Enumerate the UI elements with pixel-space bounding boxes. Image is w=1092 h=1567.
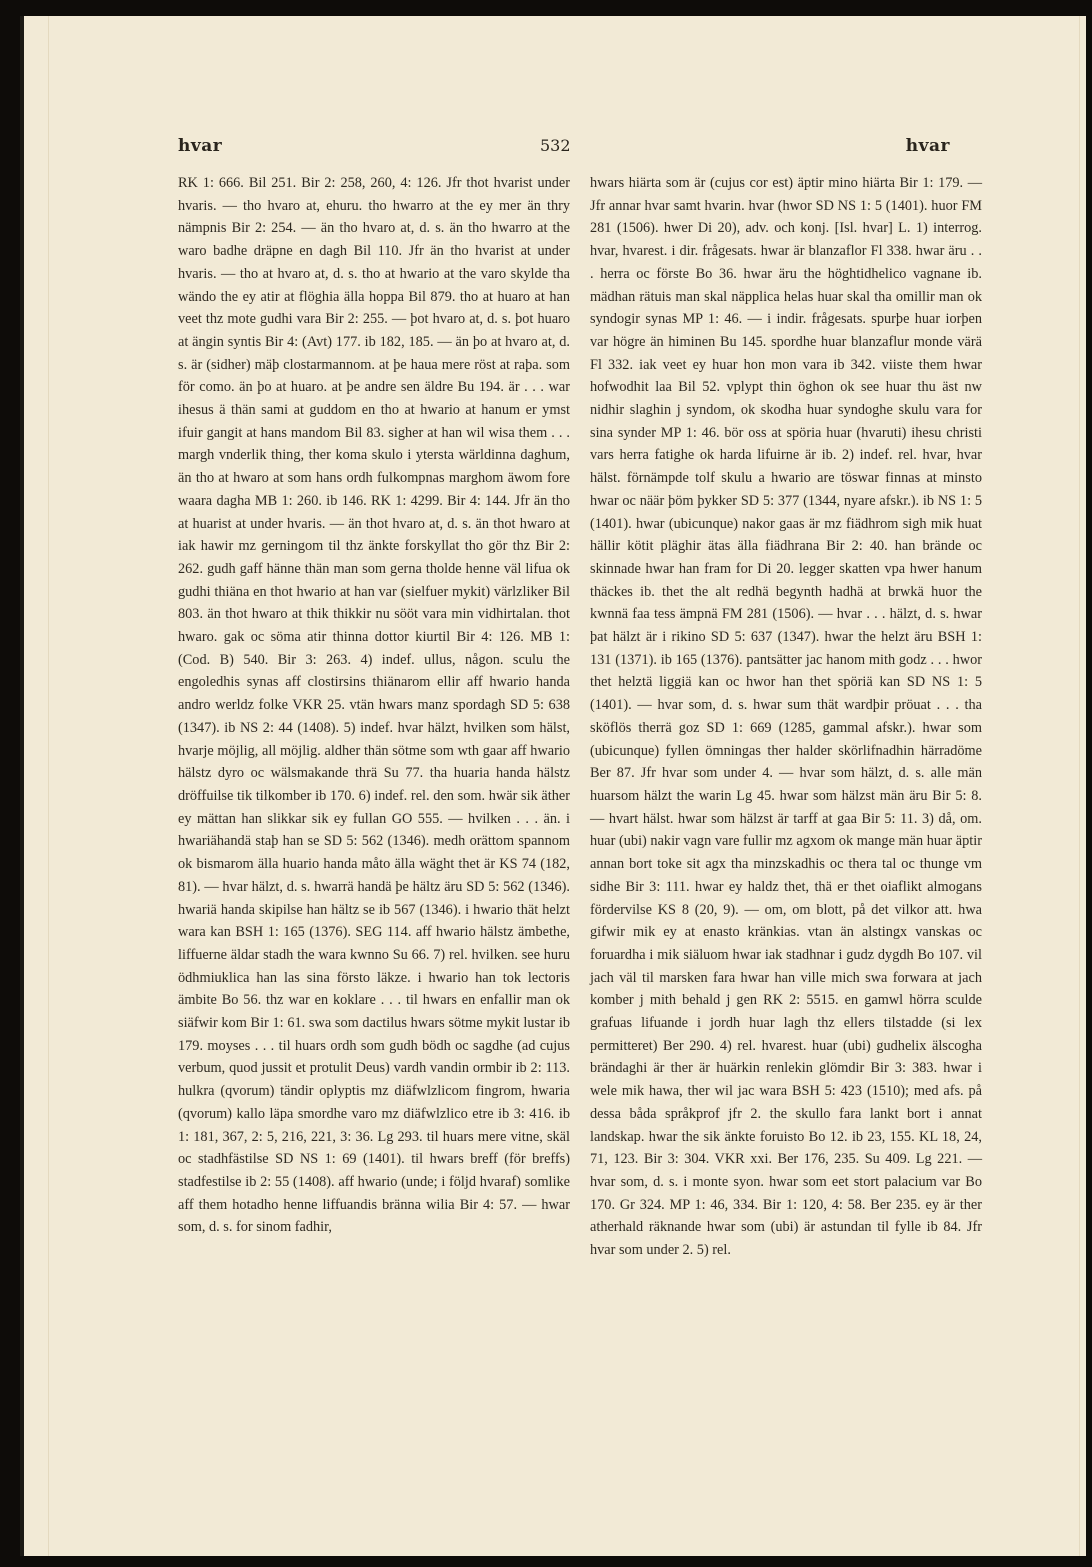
right-headword: hvar	[905, 136, 950, 156]
right-column	[590, 172, 982, 1262]
page-number: 532	[540, 136, 571, 155]
left-column-text: RK 1: 666. Bil 251. Bir 2: 258, 260, 4: 126. Jfr thot hvarist under hvaris. — tho hvaro at, ehuru. tho hwarro at the ey mer än thry nämpnis Bir 2: 254. — än tho hvaro at, d. s. än tho hwarro at the waro badhe dräpne en dagh Bil 110. Jfr än tho hvarist at under hvaris. — tho at hvaro at, d. s. tho at hwario at the varo skylde tha wändo the ey atir at flöghia älla hoppa Bil 879. tho at huaro at han veet thz mote gudhi vara Bir 2: 255. — þot hvaro at, d. s. þot huaro at ängin syntis Bir 4: (Avt) 177. ib 182, 185. — än þo at hvaro at, d. s. är (sidher) mäþ clostarmannom. at þe haua mere röst at raþa. som för como. än þo at huaro. at þe andre sen äldre Bu 194. är . . . war ihesus ä thän sami at guddom en tho at hwario at hanum er ymst ifuir gangit at hans mandom Bil 83. sigher at han wil wisa them . . . margh vnderlik thing, ther koma skulo i ytersta wärldinna daghum, än tho at hwaro at som hans ordh fulkompnas marghom äwom fore waara dagha MB 1: 260. ib 146. RK 1: 4299. Bir 4: 144. Jfr än tho at huarist at under hvaris. — än thot hvaro at, d. s. än thot hwaro at iak hawir mz gerningom til thz änkte forskyllat tho gör thz Bir 2: 262. gudh gaff hänne thän man som gerna tholde henne väl lifua ok gudhi thiäna en thot hwario at han var (sielfuer mykit) värlzliker Bil 803. än thot hwaro at thik thikkir nu sööt vara min vidhirtalan. thot hwaro. gak oc söma atir thinna dottor kiurtil Bir 4: 126. MB 1: (Cod. B) 540. Bir 3: 263. 4) indef. ullus, någon. sculu the engoledhis synas aff clostirsins thiänarom ellir aff hwario handa andro werldz folke VKR 25. vtän hwars manz spordagh SD 5: 638 (1347). ib NS 2: 44 (1408). 5) indef. hvar hälzt, hvilken som hälst, hvarje möjlig, all möjlig. aldher thän sötme som wth gaar aff hwario hälstz dyro oc wälsmakande thrä Su 77. tha huaria handa hälstz dröffuilse tik tilkomber ib 170. 6) indef. rel. den som. hwär sik äther ey mättan han slikkar sik ey fullan GO 555. — hvilken . . . än. i hwariähandä staþ han se SD 5: 562 (1346). medh orättom spannom ok bismarom älla huario handa måto älla wäght thet är KS 74 (182, 81). — hvar hälzt, d. s. hwarrä handä þe hältz äru SD 5: 562 (1346). hwariä handa skipilse han hältz se ib 567 (1346). i hwario thät helzt wara kan BSH 1: 165 (1376). SEG 114. aff hwario hälstz ämbethe, liffuerne äldar stadh the wara kwnno Su 66. 7) rel. hvilken. see huru ödhmiuklica han las sina försto läkze. i hwario han tok lectoris ämbite Bo 56. thz war en koklare . . . til hwars en enfallir man ok siäfwir kom Bir 1: 61. swa som dactilus hwars sötme mykit lustar ib 179. moyses . . . til huars ordh som gudh bödh oc sagdhe (ad cujus verbum, quod jussit et protulit Deus) vardh vandin ormbir ib 2: 113. hulkra (qvorum) tändir oplyptis mz diäfwlzlicom fingrom, hwaria (qvorum) kallo läpa smordhe varo mz diäfwlzlico etre ib 3: 416. ib 1: 181, 367, 2: 5, 216, 221, 3: 36. Lg 293. til huars mere vitne, skäl oc stadhfästilse SD NS 1: 69 (1401). til hwars breff (för breffs) stadfestilse ib 2: 55 (1408). aff hwario (unde; i följd hvaraf) somlike aff them hotadho henne liffuandis bränna wilia Bir 4: 57. — hwar som, d. s. for sinom fadhir,	[178, 175, 570, 1236]
left-headword: hvar	[178, 136, 223, 156]
scan-border	[0, 0, 20, 1567]
right-column-text: hwars hiärta som är (cujus cor est) äptir mino hiärta Bir 1: 179. — Jfr annar hvar samt hvarin. hvar (hwor SD NS 1: 5 (1401). huor FM 281 (1506). hwer Di 20), adv. och konj. [Isl. hvar] L. 1) interrog. hvar, hvarest. i dir. frågesats. hwar är blanzaflor Fl 338. hwar äru . . . herra oc förste Bo 36. hwar äru the höghtidhelico vagnane ib. mädhan rätuis man skal näpplica helas huar skal tha omillir man ok syndogir synas MP 1: 46. — i indir. frågesats. spurþe huar iorþen var högre än himinen Bu 145. spordhe huar blanzaflur monde värä Fl 332. iak veet ey huar hon mon vara ib 342. viiste them hwar hofwodhit laa Bil 52. vplypt thin öghon ok see huar thu äst nw nidhir slaghin j syndom, ok skodha huar syndoghe skulu vara for sina synder MP 1: 46. bör oss at spöria huar (hvaruti) ihesu christi vars herra fatighe ok harda lifuirne är ib. 2) indef. rel. hvar, hvar hälst. förnämpde tolf skulu a hwario are töswar finnas at minsto hwar oc näär þöm þykker SD 5: 377 (1344, nyare afskr.). ib NS 1: 5 (1401). hwar (ubicunque) nakor gaas är mz fiädhrom sigh mik huat hällir kötit pläghir ätas älla fiädhrana Bir 2: 40. han brände oc skinnade hwar han fram for Di 20. legger skatten vpa hwer hanum thäckes ib. thet the alt redhä begynth hadhä at brwkä huor the kwnnä faa tess ämpnä FM 281 (1506). — hvar . . . hälzt, d. s. hwar þat hälzt är i rikino SD 5: 637 (1347). hwar the helzt äru BSH 1: 131 (1371). ib 165 (1376). pantsätter jac hanom mith godz . . . hwor thet helztä liggiä kan oc hwor han thet spöriä kan SD NS 1: 5 (1401). — hvar som, d. s. hwar sum thät wardþir pröuat . . . tha sköflös therrä goz SD 1: 669 (1285, gammal afskr.). hwar som (ubicunque) fyllen ömningas ther halder skörlifnadhin härradöme Ber 87. Jfr hvar som under 4. — hvar som hälzt, d. s. alle män huarsom hälzt the warin Lg 45. hwar som hälzst män äru Bir 5: 8. — hvart hälst. hwar som hälzst är tarff at gaa Bir 5: 11. 3) då, om. huar (ubi) nakir vagn vare fullir mz agxom ok mange män huar äptir annan bort toke sit agx tha minzskadhis oc thera tal oc thunge vm sidhe Bir 3: 111. hwar ey haldz thet, thä er thet oiaflikt almogans fördervilse KS 8 (20, 9). — om, om blott, på det vilkor att. hwa gifwir mik ey at enasto kränkias. vtan än alstingx vanskas oc foruardha i mik siäluom hwar iak stadhnar i gudz dygdh Bo 107. vil jach väl til marsken fara hwar han ville mich swa forwara at jach komber j mith behald j gen RK 2: 5515. en gamwl hörra sculde grafuas lifuande i jordh huar lagh thz ellers tilstadde (si lex permitteret) Ber 290. 4) rel. hvarest. huar (ubi) gudhelix älscogha brändaghi är ther är huärkin renlekin glömdir Bir 3: 383. hwar i wele mik hawa, ther wil jac wara BSH 5: 423 (1510); med afs. på dessa båda språkprof jfr 2. the skullo fara lankt bort i annat landskap. hwar the sik änkte foruisto Bo 12. ib 23, 155. KL 18, 24, 71, 123. Bir 3: 304. VKR xxi. Ber 176, 235. Su 409. Lg 221. — hvar som, d. s. i monte syon. hwar som eet stort palacium var Bo 170. Gr 324. MP 1: 46, 334. Bir 1: 120, 4: 58. Ber 235. ey är ther atherhald räknande hwar som (ubi) är astundan til fylle ib 84. Jfr hvar som under 2. 5) rel.	[590, 175, 982, 1259]
left-column	[178, 172, 570, 1239]
